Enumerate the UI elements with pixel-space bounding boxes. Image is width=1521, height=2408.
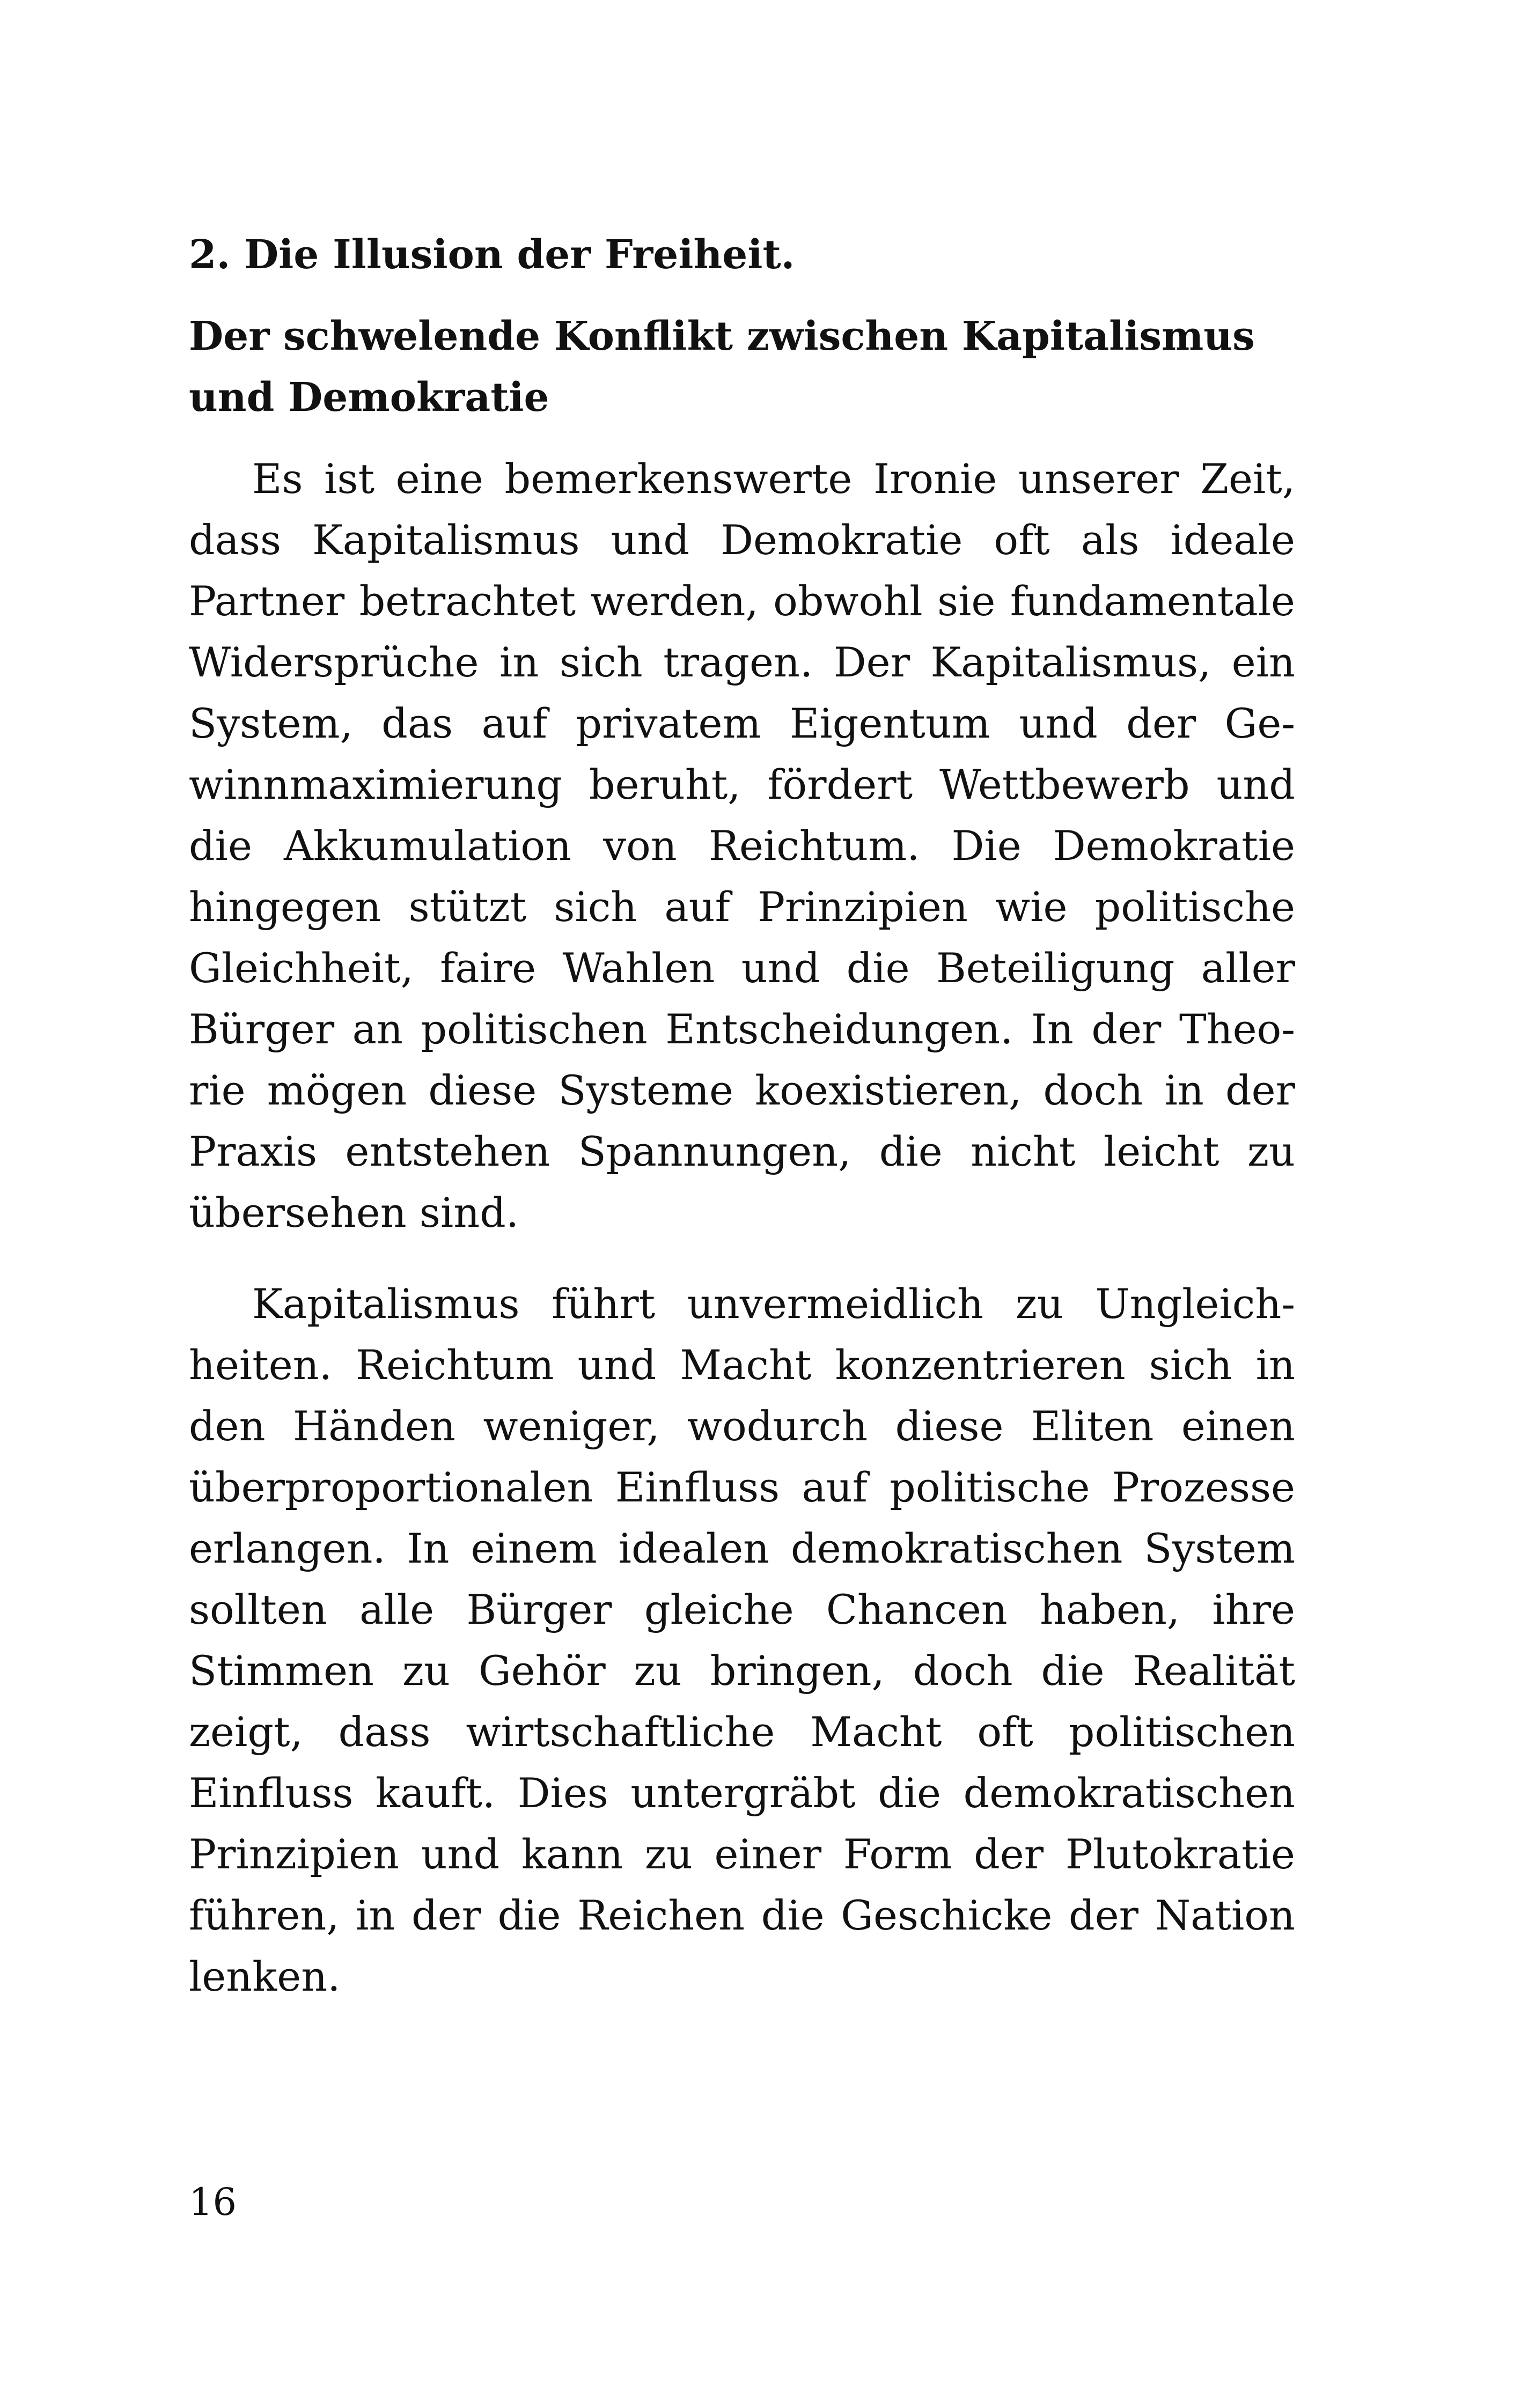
body-paragraph: Es ist eine bemerkenswerte Ironie unserer Zeit, dass Kapitalismus und Demokratie oft als ideale Partner betrachtet werden, obwohl sie fundamentale Widersprüche in sich tragen. Der Kapitalismus, ein System, das auf privatem Eigentum und der Gewinnmaximierung beruht, fördert Wettbewerb und die Akkumulation von Reichtum. Die Demokratie hingegen stützt sich auf Prinzipien wie politische Gleichheit, faire Wahlen und die Beteiligung aller Bürger an politischen Entscheidungen. In der Theorie mögen diese Systeme koexistieren, doch in der Praxis entstehen Spannungen, die nicht leicht zu übersehen sind.: [189, 455, 1295, 1236]
body-paragraph: Kapitalismus führt unvermeidlich zu Ungleichheiten. Reichtum und Macht konzentrieren sich in den Händen weniger, wodurch diese Eliten einen überproportionalen Einfluss auf politische Prozesse erlangen. In einem idealen demokratischen System sollten alle Bürger gleiche Chancen haben, ihre Stimmen zu Gehör zu bringen, doch die Realität zeigt, dass wirtschaftliche Macht oft politischen Einfluss kauft. Dies untergräbt die demokratischen Prinzipien und kann zu einer Form der Plutokratie führen, in der die Reichen die Geschicke der Nation lenken.: [189, 1280, 1295, 2000]
section-title: Der schwelende Konflikt zwischen Kapitalismus und Demokratie: [189, 313, 1255, 421]
page-content: [189, 225, 1295, 2007]
page-number: 16: [189, 2180, 237, 2224]
chapter-title: 2. Die Illusion der Freiheit.: [189, 232, 795, 278]
